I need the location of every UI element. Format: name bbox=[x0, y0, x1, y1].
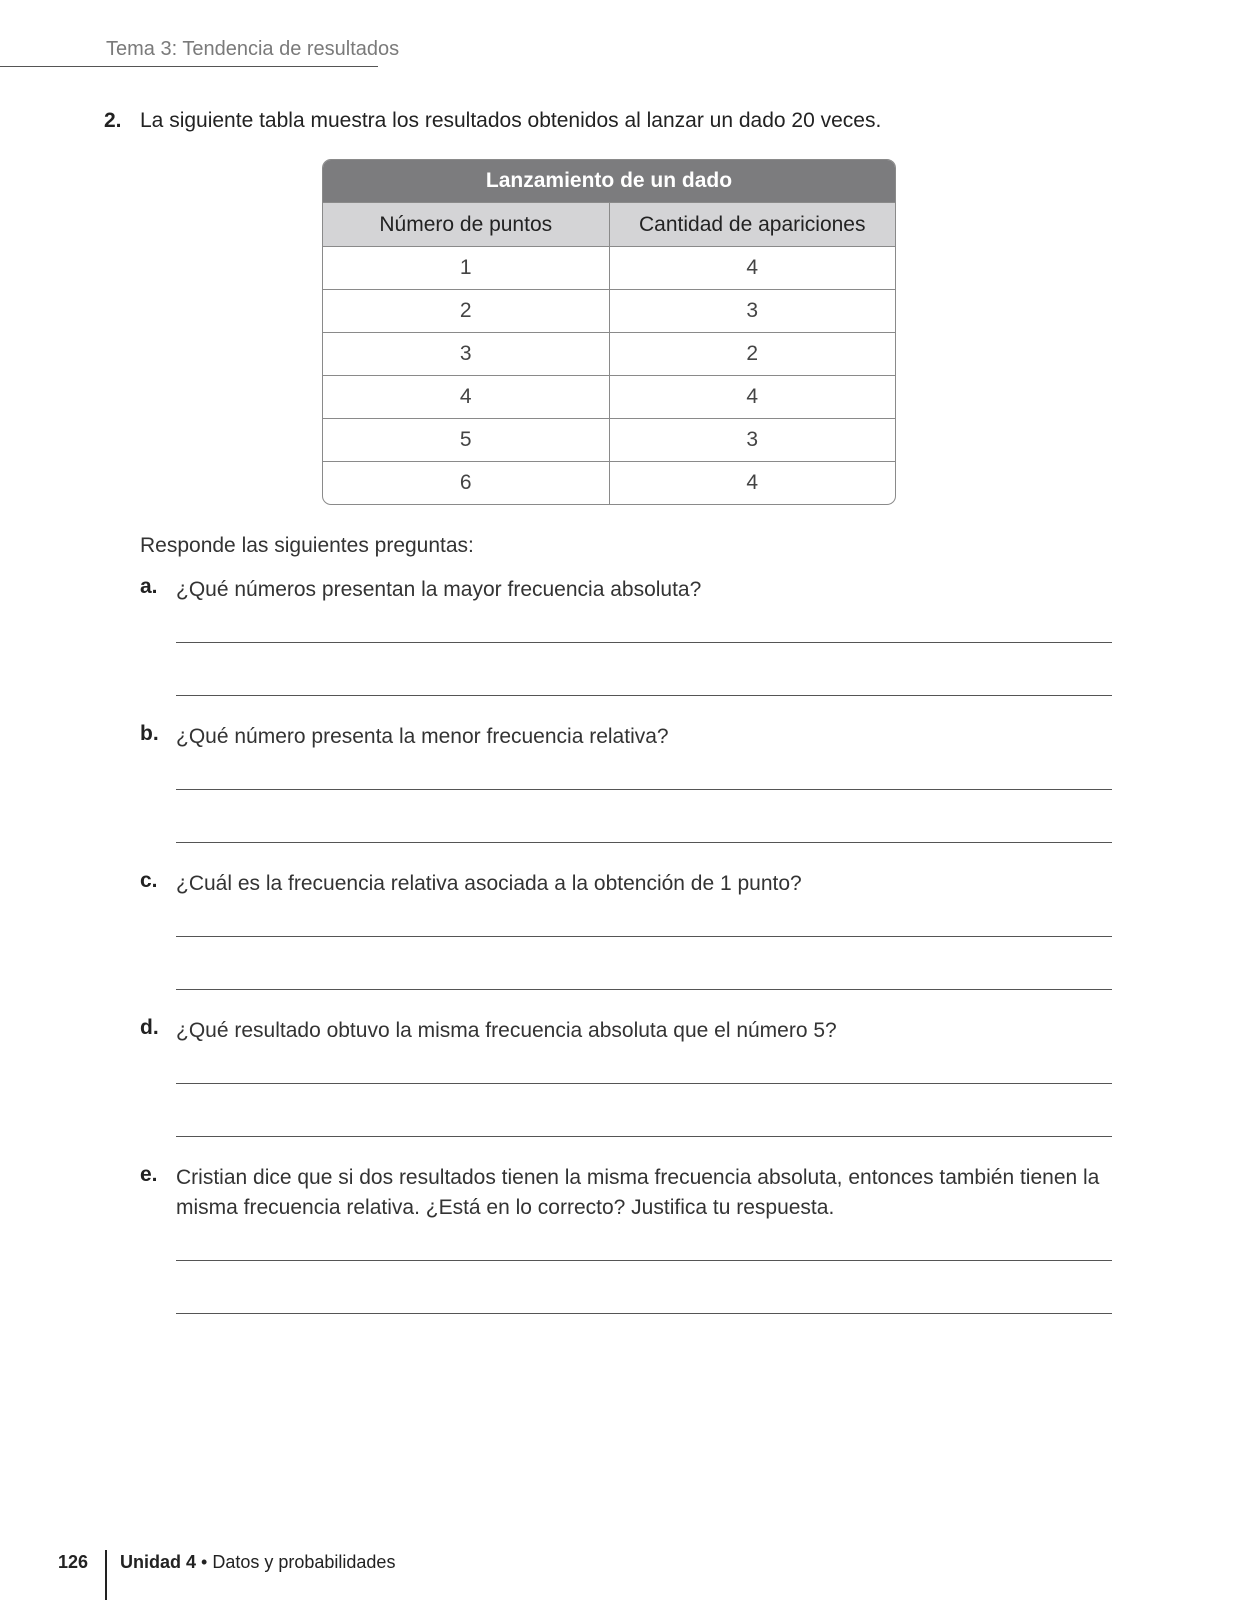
cell-points: 2 bbox=[323, 290, 609, 333]
cell-points: 5 bbox=[323, 419, 609, 462]
question-letter: c. bbox=[140, 869, 158, 892]
table-row bbox=[323, 290, 895, 333]
cell-points: 3 bbox=[323, 333, 609, 376]
question-text: ¿Qué números presentan la mayor frecuencia absoluta? bbox=[176, 578, 702, 601]
dice-results-table bbox=[322, 159, 896, 505]
cell-count: 2 bbox=[609, 333, 895, 376]
cell-points: 4 bbox=[323, 376, 609, 419]
answer-line[interactable] bbox=[176, 936, 1112, 937]
footer-separator: • bbox=[196, 1552, 213, 1572]
question-letter: d. bbox=[140, 1016, 159, 1039]
questions-intro: Responde las siguientes preguntas: bbox=[140, 534, 474, 557]
footer-unit-title: Datos y probabilidades bbox=[212, 1552, 396, 1572]
header-underline bbox=[0, 66, 378, 67]
table-row bbox=[323, 376, 895, 419]
cell-count: 4 bbox=[609, 247, 895, 290]
column-header-points: Número de puntos bbox=[323, 203, 609, 247]
cell-count: 4 bbox=[609, 462, 895, 505]
cell-count: 4 bbox=[609, 376, 895, 419]
table-row bbox=[323, 462, 895, 505]
question-letter: b. bbox=[140, 722, 159, 745]
answer-line[interactable] bbox=[176, 1083, 1112, 1084]
table-title: Lanzamiento de un dado bbox=[323, 160, 895, 203]
question-letter: a. bbox=[140, 575, 158, 598]
question-text: ¿Cuál es la frecuencia relativa asociada a la obtención de 1 punto? bbox=[176, 872, 802, 895]
page-number: 126 bbox=[58, 1552, 89, 1572]
question-letter: e. bbox=[140, 1163, 158, 1186]
exercise-prompt: La siguiente tabla muestra los resultados obtenidos al lanzar un dado 20 veces. bbox=[140, 109, 882, 132]
footer-unit-label bbox=[120, 1552, 395, 1573]
question-text: ¿Qué resultado obtuvo la misma frecuencia absoluta que el número 5? bbox=[176, 1019, 837, 1042]
answer-line[interactable] bbox=[176, 642, 1112, 643]
table-row bbox=[323, 333, 895, 376]
answer-line[interactable] bbox=[176, 1260, 1112, 1261]
question-text: ¿Qué número presenta la menor frecuencia relativa? bbox=[176, 725, 669, 748]
footer-divider bbox=[105, 1550, 107, 1600]
answer-line[interactable] bbox=[176, 989, 1112, 990]
answer-line[interactable] bbox=[176, 789, 1112, 790]
table-row bbox=[323, 419, 895, 462]
answer-line[interactable] bbox=[176, 842, 1112, 843]
exercise-number: 2. bbox=[104, 109, 122, 132]
page-header-topic: Tema 3: Tendencia de resultados bbox=[106, 38, 400, 60]
answer-line[interactable] bbox=[176, 1313, 1112, 1314]
cell-points: 6 bbox=[323, 462, 609, 505]
cell-count: 3 bbox=[609, 419, 895, 462]
cell-points: 1 bbox=[323, 247, 609, 290]
cell-count: 3 bbox=[609, 290, 895, 333]
answer-line[interactable] bbox=[176, 1136, 1112, 1137]
question-text: Cristian dice que si dos resultados tienen la misma frecuencia absoluta, entonces también tienen la misma frecuencia relativa. ¿Está en lo correcto? Justifica tu respuesta. bbox=[176, 1166, 1100, 1219]
table-row bbox=[323, 247, 895, 290]
footer-unit: Unidad 4 bbox=[120, 1552, 197, 1572]
answer-line[interactable] bbox=[176, 695, 1112, 696]
column-header-count: Cantidad de apariciones bbox=[609, 203, 895, 247]
